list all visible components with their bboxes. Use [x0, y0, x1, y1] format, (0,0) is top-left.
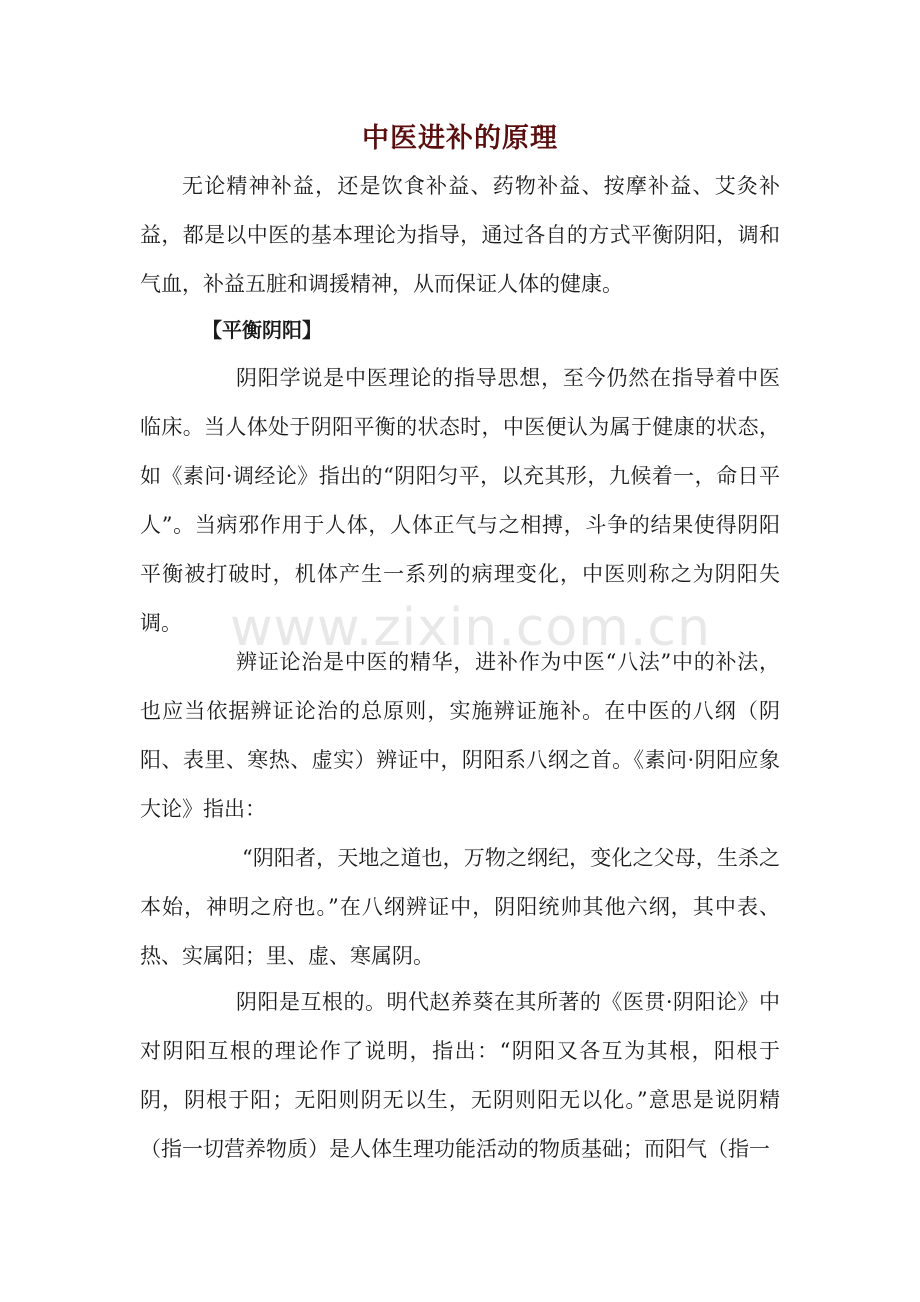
watermark: www.zixin.com.cn	[230, 598, 711, 658]
paragraph-2: 辨证论治是中医的精华，进补作为中医“八法”中的补法，也应当依据辨证论治的总原则，实施辨证施补。在中医的八纲（阴阳、表里、寒热、虚实）辨证中，阴阳系八纲之首。《素问·阴阳应象大论》指出：	[140, 650, 780, 821]
page-title: 中医进补的原理	[362, 123, 558, 154]
paragraph-4: 阴阳是互根的。明代赵养葵在其所著的《医贯·阴阳论》中对阴阳互根的理论作了说明，指出：“阴阳又各互为其根，阳根于阴，阴根于阳；无阳则阴无以生，无阴则阳无以化。”意思是说阴精（指一切营养物质）是人体生理功能活动的物质基础；而阳气（指一	[140, 990, 780, 1161]
section-heading: 【平衡阴阳】	[202, 318, 322, 342]
paragraph-1: 阴阳学说是中医理论的指导思想，至今仍然在指导着中医临床。当人体处于阴阳平衡的状态时，中医便认为属于健康的状态，如《素问·调经论》指出的“阴阳匀平，以充其形，九候着一，命日平人”。当病邪作用于人体，人体正气与之相搏，斗争的结果使得阴阳平衡被打破时，机体产生一系列的病理变化，中医则称之为阴阳失调。	[140, 366, 780, 635]
intro-paragraph: 无论精神补益，还是饮食补益、药物补益、按摩补益、艾灸补益，都是以中医的基本理论为指导，通过各自的方式平衡阴阳，调和气血，补益五脏和调援精神，从而保证人体的健康。	[140, 174, 780, 296]
paragraph-3: “阴阳者，天地之道也，万物之纲纪，变化之父母，生杀之本始，神明之府也。”在八纲辨证中，阴阳统帅其他六纲，其中表、热、实属阳；里、虚、寒属阴。	[140, 846, 780, 968]
